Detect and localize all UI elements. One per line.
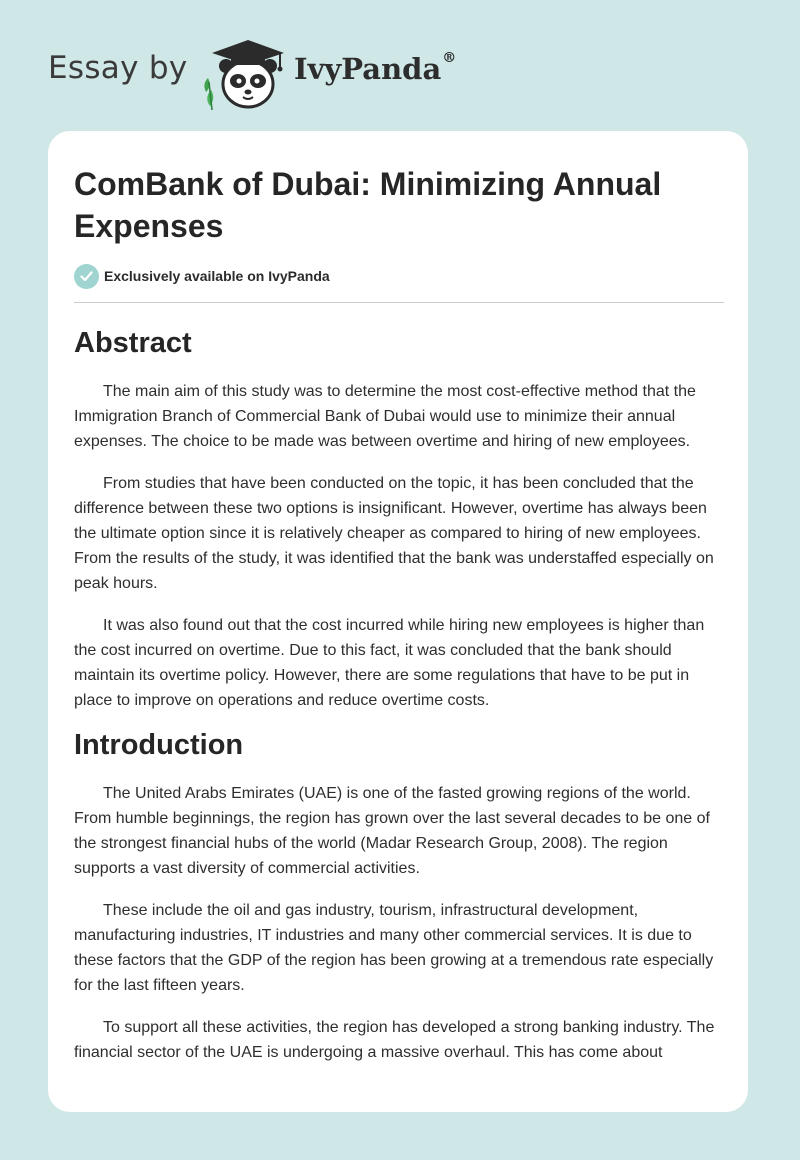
brand-name[interactable]: IvyPanda®	[294, 50, 457, 86]
essay-content	[74, 163, 724, 1065]
introduction-paragraph-2: These include the oil and gas industry, tourism, infrastructural development, manufacturing industries, IT industries and many other commercial services. It is due to these factors that the GDP of the region has been growing at a tremendous rate especially for the last fifteen years.	[74, 902, 714, 994]
abstract-paragraph-3: It was also found out that the cost incurred while hiring new employees is higher than the cost incurred on overtime. Due to this fact, it was concluded that the bank should maintain its overtime policy. However, there are some regulations that have to be put in place to improve on operations and reduce overtime costs.	[74, 617, 705, 709]
essay-card	[48, 131, 748, 1112]
essay-title: ComBank of Dubai: Minimizing Annual Expenses	[74, 166, 662, 244]
exclusive-badge	[74, 262, 724, 290]
check-icon	[74, 264, 99, 289]
site-header	[48, 30, 508, 110]
introduction-paragraph-3: To support all these activities, the region has developed a strong banking industry. The financial sector of the UAE is undergoing a massive overhaul. This has come about	[74, 1019, 715, 1061]
registered-mark: ®	[442, 50, 457, 66]
divider	[74, 302, 724, 303]
abstract-paragraph-2: From studies that have been conducted on the topic, it has been concluded that the difference between these two options is insignificant. However, overtime has always been the ultimate option since it is relatively cheaper as compared to hiring of new employees. From the results of the study, it was identified that the bank was understaffed especially on peak hours.	[74, 475, 714, 592]
essay-by-label: Essay by	[48, 50, 188, 86]
section-heading-abstract: Abstract	[74, 327, 192, 359]
section-heading-introduction: Introduction	[74, 729, 244, 761]
abstract-paragraph-1: The main aim of this study was to determine the most cost-effective method that the Immigration Branch of Commercial Bank of Dubai would use to minimize their annual expenses. The choice to be made was between overtime and hiring of new employees.	[74, 383, 696, 450]
introduction-paragraph-1: The United Arabs Emirates (UAE) is one of the fasted growing regions of the world. From humble beginnings, the region has grown over the last several decades to be one of the strongest financial hubs of the world (Madar Research Group, 2008). The region supports a vast diversity of commercial activities.	[74, 785, 710, 877]
panda-logo-icon[interactable]	[200, 34, 292, 112]
exclusive-badge-text: Exclusively available on IvyPanda	[104, 268, 330, 284]
